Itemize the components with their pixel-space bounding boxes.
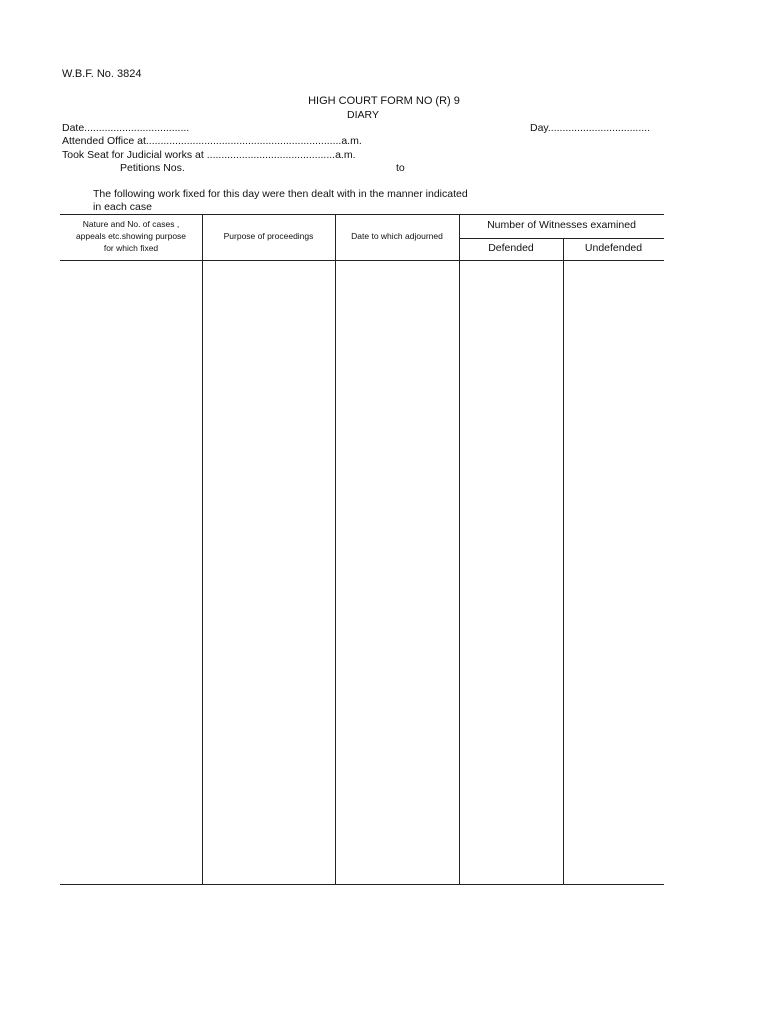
col-defended-header: Defended	[488, 242, 534, 254]
col-purpose-header: Purpose of proceedings	[223, 231, 314, 241]
table-bottom-border	[60, 884, 664, 885]
col-nature-line-2: appeals etc.showing purpose	[75, 231, 187, 241]
intro-line-1: The following work fixed for this day were then dealt with in the manner indicated	[93, 188, 468, 200]
column-divider-1	[202, 214, 203, 885]
table-top-border	[60, 214, 664, 215]
attended-office-field: Attended Office at...................................................................a.m.	[62, 135, 362, 147]
column-divider-2	[335, 214, 336, 885]
column-divider-3	[459, 214, 460, 885]
petitions-to-label: to	[396, 162, 405, 174]
date-field: Date....................................	[62, 122, 190, 134]
petitions-label: Petitions Nos.	[120, 162, 185, 174]
col-witnesses-group-header: Number of Witnesses examined	[487, 219, 636, 231]
col-date-adjourned-header: Date to which adjourned	[351, 231, 443, 241]
form-title: HIGH COURT FORM NO (R) 9	[308, 95, 460, 107]
col-nature-line-3: for which fixed	[103, 243, 159, 253]
form-subtitle: DIARY	[347, 109, 379, 121]
intro-line-2: in each case	[93, 201, 152, 213]
day-field: Day...................................	[530, 122, 650, 134]
witness-subheader-border	[459, 238, 664, 239]
column-divider-4	[563, 238, 564, 885]
form-number: W.B.F. No. 3824	[62, 68, 142, 80]
header-bottom-border	[60, 260, 664, 261]
col-undefended-header: Undefended	[584, 242, 643, 254]
col-nature-line-1: Nature and No. of cases ,	[82, 219, 180, 229]
took-seat-field: Took Seat for Judicial works at ............................................a.m.	[62, 149, 356, 161]
